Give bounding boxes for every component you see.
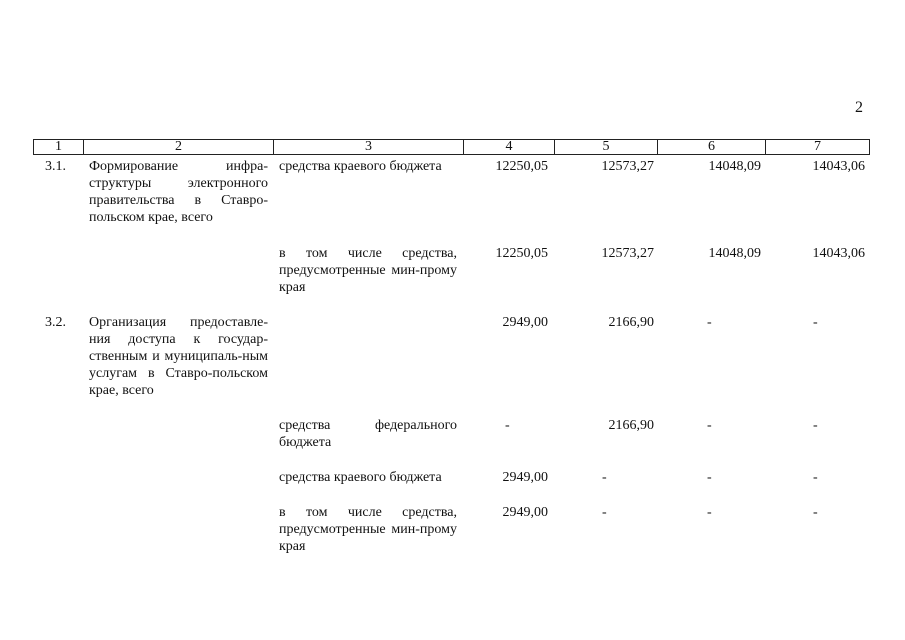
row-name: Формирование инфра-структуры электронного правительства в Ставро-польском крае, всего xyxy=(89,159,268,225)
row-name: Организация предоставле-ния доступа к государ-ственным и муниципаль-ным услугам в Ставро-польском крае, всего xyxy=(89,315,268,398)
value-col-6: - xyxy=(707,470,712,485)
value-col-7: 14043,06 xyxy=(812,246,865,261)
sub-label: средства федерального бюджета xyxy=(279,418,457,450)
value-col-7: - xyxy=(813,315,818,330)
value-col-5: - xyxy=(602,470,607,485)
value-col-5: - xyxy=(602,505,607,520)
row-number: 3.2. xyxy=(45,315,66,330)
value-col-6: 14048,09 xyxy=(708,246,761,261)
sub-label: средства краевого бюджета xyxy=(279,159,442,174)
header-col-1: 1 xyxy=(33,139,84,155)
value-col-4: 2949,00 xyxy=(502,505,548,520)
header-col-7: 7 xyxy=(765,139,870,155)
row-number: 3.1. xyxy=(45,159,66,174)
header-col-6: 6 xyxy=(657,139,766,155)
sub-label: в том числе средства, предусмотренные мин-прому края xyxy=(279,505,457,554)
value-col-7: - xyxy=(813,505,818,520)
header-col-3: 3 xyxy=(273,139,464,155)
value-col-6: - xyxy=(707,315,712,330)
sub-label: в том числе средства, предусмотренные мин-прому края xyxy=(279,246,457,295)
page-number: 2 xyxy=(855,99,863,116)
header-col-2: 2 xyxy=(83,139,274,155)
value-col-6: - xyxy=(707,505,712,520)
header-col-4: 4 xyxy=(463,139,555,155)
value-col-6: - xyxy=(707,418,712,433)
value-col-4: - xyxy=(505,418,510,433)
value-col-5: 12573,27 xyxy=(601,246,654,261)
value-col-5: 12573,27 xyxy=(601,159,654,174)
value-col-4: 12250,05 xyxy=(495,246,548,261)
value-col-4: 2949,00 xyxy=(502,315,548,330)
sub-label: средства краевого бюджета xyxy=(279,470,442,485)
header-col-5: 5 xyxy=(554,139,658,155)
value-col-7: - xyxy=(813,418,818,433)
value-col-6: 14048,09 xyxy=(708,159,761,174)
value-col-7: - xyxy=(813,470,818,485)
value-col-5: 2166,90 xyxy=(608,315,654,330)
value-col-4: 12250,05 xyxy=(495,159,548,174)
value-col-7: 14043,06 xyxy=(812,159,865,174)
value-col-5: 2166,90 xyxy=(608,418,654,433)
value-col-4: 2949,00 xyxy=(502,470,548,485)
